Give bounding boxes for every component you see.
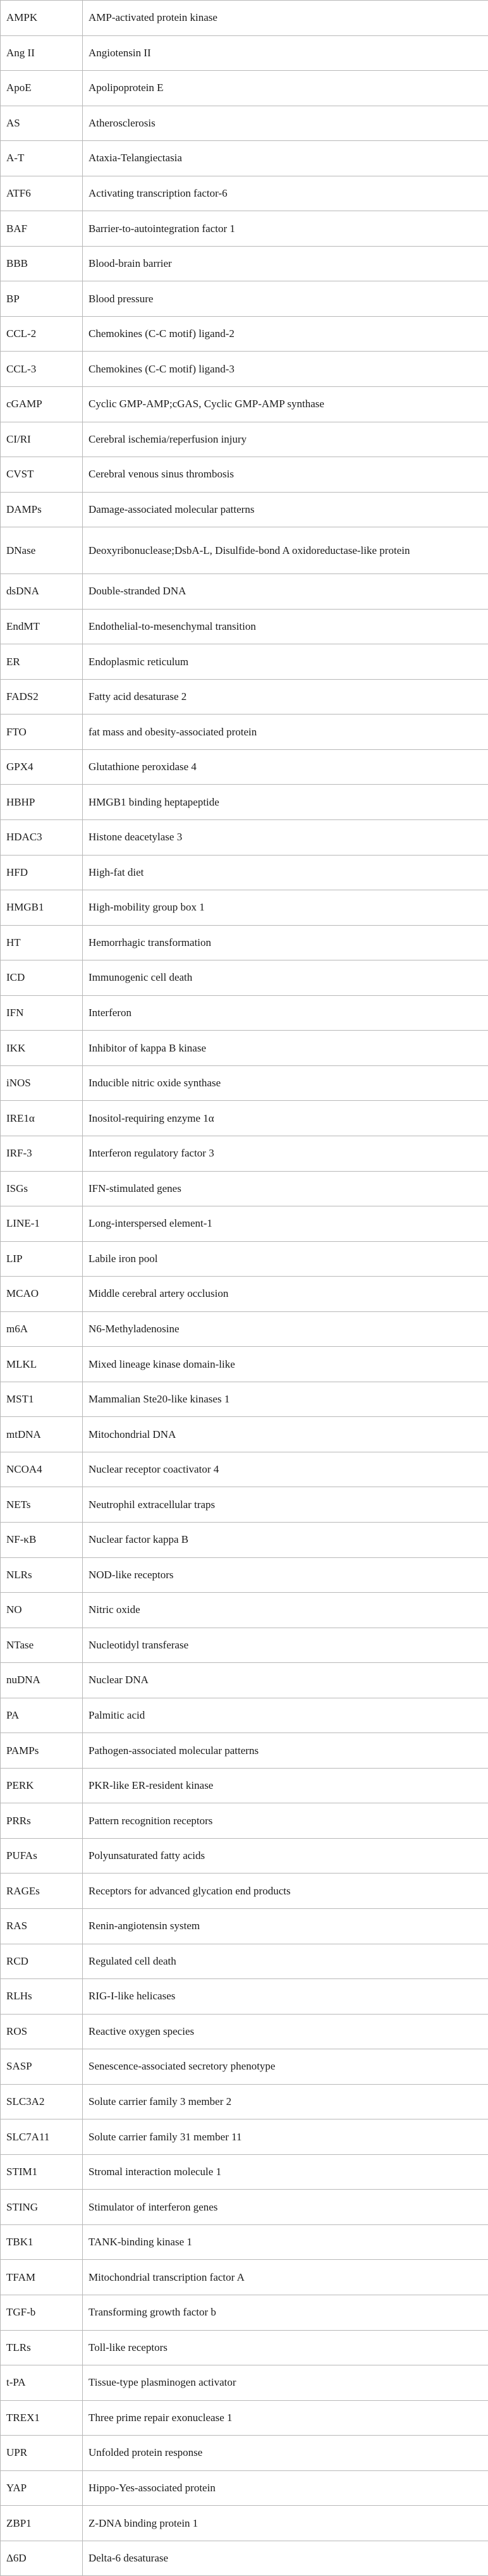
definition-cell: fat mass and obesity-associated protein xyxy=(83,715,488,750)
definition-cell: Nuclear factor kappa B xyxy=(83,1522,488,1557)
definition-cell: Stimulator of interferon genes xyxy=(83,2190,488,2225)
definition-cell: Labile iron pool xyxy=(83,1241,488,1277)
table-row xyxy=(1,925,488,960)
table-row xyxy=(1,1663,488,1698)
definition-cell: Inducible nitric oxide synthase xyxy=(83,1065,488,1101)
abbreviation-cell: IFN xyxy=(1,995,83,1031)
table-row xyxy=(1,855,488,890)
abbreviation-cell: nuDNA xyxy=(1,1663,83,1698)
definition-cell: High-mobility group box 1 xyxy=(83,890,488,926)
abbreviation-cell: HT xyxy=(1,925,83,960)
table-row xyxy=(1,387,488,422)
table-row xyxy=(1,1031,488,1066)
abbreviation-cell: NCOA4 xyxy=(1,1452,83,1487)
abbreviation-cell: m6A xyxy=(1,1311,83,1347)
abbreviation-cell: CI/RI xyxy=(1,422,83,457)
abbreviation-cell: DNase xyxy=(1,527,83,574)
table-row xyxy=(1,2049,488,2085)
definition-cell: Pathogen-associated molecular patterns xyxy=(83,1733,488,1769)
definition-cell: Fatty acid desaturase 2 xyxy=(83,679,488,715)
abbreviation-cell: Ang II xyxy=(1,35,83,71)
definition-cell: Receptors for advanced glycation end products xyxy=(83,1874,488,1909)
abbreviation-cell: ICD xyxy=(1,960,83,996)
table-row xyxy=(1,679,488,715)
table-row xyxy=(1,2436,488,2471)
abbreviation-cell: ApoE xyxy=(1,71,83,106)
table-row xyxy=(1,1171,488,1206)
table-row xyxy=(1,1452,488,1487)
table-row xyxy=(1,1101,488,1136)
table-row xyxy=(1,1733,488,1769)
abbreviation-cell: NTase xyxy=(1,1628,83,1663)
table-row xyxy=(1,1593,488,1628)
table-row xyxy=(1,35,488,71)
definition-cell: Damage-associated molecular patterns xyxy=(83,492,488,527)
abbreviation-cell: ATF6 xyxy=(1,176,83,211)
definition-cell: Regulated cell death xyxy=(83,1944,488,1979)
definition-cell: Three prime repair exonuclease 1 xyxy=(83,2400,488,2436)
table-row xyxy=(1,1557,488,1593)
definition-cell: Interferon xyxy=(83,995,488,1031)
definition-cell: Mammalian Ste20-like kinases 1 xyxy=(83,1382,488,1417)
abbreviation-cell: STING xyxy=(1,2190,83,2225)
abbreviation-cell: NO xyxy=(1,1593,83,1628)
definition-cell: Deoxyribonuclease;DsbA-L, Disulfide-bond A oxidoreductase-like protein xyxy=(83,527,488,574)
definition-cell: HMGB1 binding heptapeptide xyxy=(83,785,488,820)
table-row xyxy=(1,2295,488,2331)
abbreviation-cell: cGAMP xyxy=(1,387,83,422)
table-row xyxy=(1,2014,488,2049)
abbreviation-cell: SLC7A11 xyxy=(1,2119,83,2155)
abbreviation-cell: FADS2 xyxy=(1,679,83,715)
definition-cell: High-fat diet xyxy=(83,855,488,890)
table-row xyxy=(1,1768,488,1803)
abbreviation-cell: CCL-2 xyxy=(1,316,83,352)
abbreviation-cell: LIP xyxy=(1,1241,83,1277)
definition-cell: Interferon regulatory factor 3 xyxy=(83,1136,488,1171)
abbreviation-cell: RAS xyxy=(1,1908,83,1944)
definition-cell: IFN-stimulated genes xyxy=(83,1171,488,1206)
abbreviation-cell: LINE-1 xyxy=(1,1206,83,1242)
definition-cell: Solute carrier family 31 member 11 xyxy=(83,2119,488,2155)
abbreviation-cell: iNOS xyxy=(1,1065,83,1101)
table-row xyxy=(1,1241,488,1277)
abbreviation-cell: HFD xyxy=(1,855,83,890)
table-row xyxy=(1,1803,488,1839)
table-row xyxy=(1,71,488,106)
abbreviation-cell: ROS xyxy=(1,2014,83,2049)
definition-cell: Transforming growth factor b xyxy=(83,2295,488,2331)
table-row xyxy=(1,176,488,211)
abbreviation-cell: ISGs xyxy=(1,1171,83,1206)
table-row xyxy=(1,1417,488,1452)
abbreviation-cell: SLC3A2 xyxy=(1,2084,83,2119)
definition-cell: Cerebral venous sinus thrombosis xyxy=(83,457,488,493)
definition-cell: Cyclic GMP-AMP;cGAS, Cyclic GMP-AMP synthase xyxy=(83,387,488,422)
definition-cell: Nitric oxide xyxy=(83,1593,488,1628)
definition-cell: Inositol-requiring enzyme 1α xyxy=(83,1101,488,1136)
definition-cell: Toll-like receptors xyxy=(83,2330,488,2365)
abbreviation-cell: MCAO xyxy=(1,1277,83,1312)
table-row xyxy=(1,2260,488,2295)
definition-cell: Mixed lineage kinase domain-like xyxy=(83,1347,488,1382)
definition-cell: Hippo-Yes-associated protein xyxy=(83,2470,488,2506)
definition-cell: RIG-I-like helicases xyxy=(83,1979,488,2015)
table-row xyxy=(1,644,488,680)
table-row xyxy=(1,281,488,317)
abbreviation-cell: NF-κB xyxy=(1,1522,83,1557)
abbreviation-cell: PRRs xyxy=(1,1803,83,1839)
table-row xyxy=(1,1628,488,1663)
definition-cell: Neutrophil extracellular traps xyxy=(83,1487,488,1523)
table-row xyxy=(1,2154,488,2190)
table-row xyxy=(1,1277,488,1312)
definition-cell: Stromal interaction molecule 1 xyxy=(83,2154,488,2190)
abbreviation-cell: DAMPs xyxy=(1,492,83,527)
table-row xyxy=(1,960,488,996)
table-row xyxy=(1,457,488,493)
abbreviation-cell: IRF-3 xyxy=(1,1136,83,1171)
table-row xyxy=(1,1347,488,1382)
table-row xyxy=(1,785,488,820)
abbreviation-cell: PERK xyxy=(1,1768,83,1803)
abbreviation-cell: BAF xyxy=(1,211,83,247)
abbreviation-cell: dsDNA xyxy=(1,574,83,610)
definition-cell: Blood-brain barrier xyxy=(83,246,488,281)
abbreviation-cell: IKK xyxy=(1,1031,83,1066)
definition-cell: Unfolded protein response xyxy=(83,2436,488,2471)
abbreviation-cell: ER xyxy=(1,644,83,680)
abbreviation-cell: HMGB1 xyxy=(1,890,83,926)
abbreviation-cell: FTO xyxy=(1,715,83,750)
definition-cell: Delta-6 desaturase xyxy=(83,2541,488,2576)
abbreviation-cell: IRE1α xyxy=(1,1101,83,1136)
abbreviation-cell: A-T xyxy=(1,141,83,176)
abbreviation-cell: Δ6D xyxy=(1,2541,83,2576)
definition-cell: Ataxia-Telangiectasia xyxy=(83,141,488,176)
abbreviation-cell: CCL-3 xyxy=(1,352,83,387)
definition-cell: Endothelial-to-mesenchymal transition xyxy=(83,609,488,644)
abbreviation-cell: mtDNA xyxy=(1,1417,83,1452)
table-row xyxy=(1,1979,488,2015)
table-row xyxy=(1,316,488,352)
definition-cell: Blood pressure xyxy=(83,281,488,317)
table-row xyxy=(1,995,488,1031)
abbreviation-cell: t-PA xyxy=(1,2365,83,2401)
table-row xyxy=(1,715,488,750)
table-row xyxy=(1,1382,488,1417)
table-row xyxy=(1,820,488,856)
definition-cell: Middle cerebral artery occlusion xyxy=(83,1277,488,1312)
abbreviation-cell: CVST xyxy=(1,457,83,493)
abbreviation-cell: TREX1 xyxy=(1,2400,83,2436)
abbreviation-cell: YAP xyxy=(1,2470,83,2506)
definition-cell: Histone deacetylase 3 xyxy=(83,820,488,856)
definition-cell: Barrier-to-autointegration factor 1 xyxy=(83,211,488,247)
table-row xyxy=(1,1908,488,1944)
definition-cell: Reactive oxygen species xyxy=(83,2014,488,2049)
definition-cell: Long-interspersed element-1 xyxy=(83,1206,488,1242)
definition-cell: Immunogenic cell death xyxy=(83,960,488,996)
abbreviation-cell: ZBP1 xyxy=(1,2506,83,2541)
table-row xyxy=(1,422,488,457)
abbreviation-cell: PAMPs xyxy=(1,1733,83,1769)
definition-cell: Angiotensin II xyxy=(83,35,488,71)
definition-cell: Z-DNA binding protein 1 xyxy=(83,2506,488,2541)
abbreviation-cell: UPR xyxy=(1,2436,83,2471)
definition-cell: Senescence-associated secretory phenotype xyxy=(83,2049,488,2085)
table-row xyxy=(1,1,488,36)
abbreviation-cell: BBB xyxy=(1,246,83,281)
definition-cell: Mitochondrial DNA xyxy=(83,1417,488,1452)
table-row xyxy=(1,2330,488,2365)
abbreviation-cell: MST1 xyxy=(1,1382,83,1417)
definition-cell: N6-Methyladenosine xyxy=(83,1311,488,1347)
table-row xyxy=(1,2365,488,2401)
definition-cell: Endoplasmic reticulum xyxy=(83,644,488,680)
table-row xyxy=(1,2119,488,2155)
abbreviation-cell: TFAM xyxy=(1,2260,83,2295)
definition-cell: Activating transcription factor-6 xyxy=(83,176,488,211)
abbreviation-cell: PUFAs xyxy=(1,1838,83,1874)
table-row xyxy=(1,2400,488,2436)
table-row xyxy=(1,1136,488,1171)
table-row xyxy=(1,2190,488,2225)
definition-cell: NOD-like receptors xyxy=(83,1557,488,1593)
table-row xyxy=(1,1487,488,1523)
abbreviation-cell: TLRs xyxy=(1,2330,83,2365)
table-row xyxy=(1,1838,488,1874)
definition-cell: Mitochondrial transcription factor A xyxy=(83,2260,488,2295)
table-row xyxy=(1,2506,488,2541)
definition-cell: Pattern recognition receptors xyxy=(83,1803,488,1839)
definition-cell: Glutathione peroxidase 4 xyxy=(83,749,488,785)
definition-cell: PKR-like ER-resident kinase xyxy=(83,1768,488,1803)
table-row xyxy=(1,1311,488,1347)
table-row xyxy=(1,1065,488,1101)
abbreviation-cell: GPX4 xyxy=(1,749,83,785)
abbreviation-cell: NLRs xyxy=(1,1557,83,1593)
abbreviation-cell: SASP xyxy=(1,2049,83,2085)
definition-cell: Double-stranded DNA xyxy=(83,574,488,610)
table-row xyxy=(1,141,488,176)
definition-cell: Renin-angiotensin system xyxy=(83,1908,488,1944)
table-row xyxy=(1,2470,488,2506)
definition-cell: Solute carrier family 3 member 2 xyxy=(83,2084,488,2119)
definition-cell: Nucleotidyl transferase xyxy=(83,1628,488,1663)
definition-cell: TANK-binding kinase 1 xyxy=(83,2224,488,2260)
table-row xyxy=(1,527,488,574)
table-row xyxy=(1,211,488,247)
table-row xyxy=(1,890,488,926)
abbreviation-cell: PA xyxy=(1,1698,83,1733)
abbreviation-cell: STIM1 xyxy=(1,2154,83,2190)
abbreviation-cell: HBHP xyxy=(1,785,83,820)
abbreviation-cell: NETs xyxy=(1,1487,83,1523)
definition-cell: Nuclear receptor coactivator 4 xyxy=(83,1452,488,1487)
table-row xyxy=(1,1522,488,1557)
abbreviation-cell: RAGEs xyxy=(1,1874,83,1909)
abbreviation-cell: TGF-b xyxy=(1,2295,83,2331)
definition-cell: Hemorrhagic transformation xyxy=(83,925,488,960)
definition-cell: Cerebral ischemia/reperfusion injury xyxy=(83,422,488,457)
abbreviation-cell: BP xyxy=(1,281,83,317)
definition-cell: Chemokines (C-C motif) ligand-2 xyxy=(83,316,488,352)
table-row xyxy=(1,2541,488,2576)
table-row xyxy=(1,106,488,141)
abbreviations-table-body xyxy=(1,1,488,2576)
definition-cell: Nuclear DNA xyxy=(83,1663,488,1698)
table-row xyxy=(1,2084,488,2119)
table-row xyxy=(1,749,488,785)
definition-cell: Chemokines (C-C motif) ligand-3 xyxy=(83,352,488,387)
definition-cell: Polyunsaturated fatty acids xyxy=(83,1838,488,1874)
table-row xyxy=(1,352,488,387)
abbreviation-cell: TBK1 xyxy=(1,2224,83,2260)
definition-cell: Atherosclerosis xyxy=(83,106,488,141)
table-row xyxy=(1,1698,488,1733)
table-row xyxy=(1,246,488,281)
abbreviation-cell: HDAC3 xyxy=(1,820,83,856)
definition-cell: AMP-activated protein kinase xyxy=(83,1,488,36)
table-row xyxy=(1,1944,488,1979)
abbreviation-cell: MLKL xyxy=(1,1347,83,1382)
abbreviation-cell: RLHs xyxy=(1,1979,83,2015)
table-row xyxy=(1,574,488,610)
table-row xyxy=(1,1206,488,1242)
abbreviation-cell: AMPK xyxy=(1,1,83,36)
abbreviation-cell: RCD xyxy=(1,1944,83,1979)
abbreviation-cell: AS xyxy=(1,106,83,141)
table-row xyxy=(1,492,488,527)
definition-cell: Inhibitor of kappa B kinase xyxy=(83,1031,488,1066)
definition-cell: Apolipoprotein E xyxy=(83,71,488,106)
table-row xyxy=(1,2224,488,2260)
abbreviation-cell: EndMT xyxy=(1,609,83,644)
table-row xyxy=(1,609,488,644)
definition-cell: Tissue-type plasminogen activator xyxy=(83,2365,488,2401)
table-row xyxy=(1,1874,488,1909)
definition-cell: Palmitic acid xyxy=(83,1698,488,1733)
